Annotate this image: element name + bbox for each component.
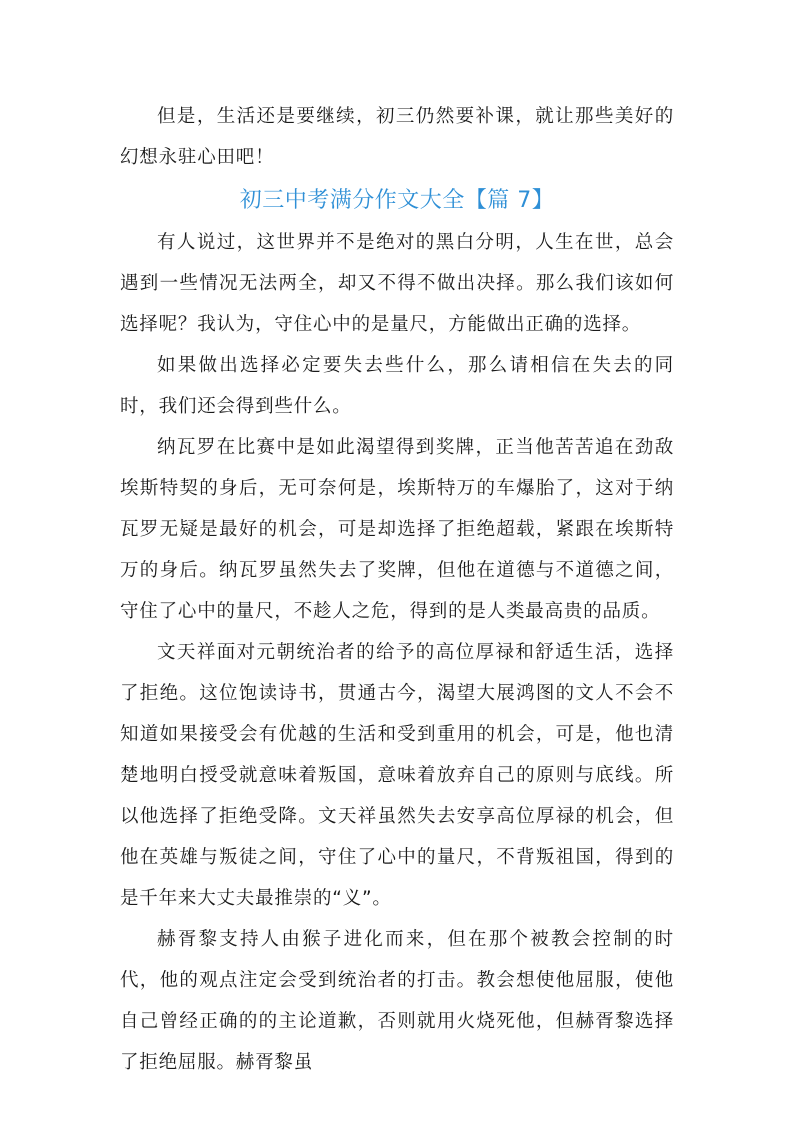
paragraph-huxley: 赫胥黎支持人由猴子进化而来，但在那个被教会控制的时代，他的观点注定会受到统治者的打击。教会想使他屈服，使他自己曾经正确的的主论道歉，否则就用火烧死他，但赫胥黎选择了拒绝屈服。赫胥黎虽 xyxy=(120,929,674,1073)
essay-heading: 初三中考满分作文大全【篇 7】 xyxy=(239,188,555,213)
intro-paragraph: 但是，生活还是要继续，初三仍然要补课，就让那些美好的幻想永驻心田吧！ xyxy=(120,106,674,168)
paragraph-choice-intro: 有人说过，这世界并不是绝对的黑白分明，人生在世，总会遇到一些情况无法两全，却又不得不做出决择。那么我们该如何选择呢？我认为，守住心中的是量尺，方能做出正确的选择。 xyxy=(120,232,674,335)
document-page xyxy=(120,96,674,1083)
paragraph-navarro: 纳瓦罗在比赛中是如此渴望得到奖牌，正当他苦苦追在劲敌埃斯特契的身后，无可奈何是，埃斯特万的车爆胎了，这对于纳瓦罗无疑是最好的机会，可是却选择了拒绝超载，紧跟在埃斯特万的身后。纳瓦罗虽然失去了奖牌，但他在道德与不道德之间，守住了心中的量尺，不趁人之危，得到的是人类最高贵的品质。 xyxy=(120,437,674,622)
paragraph-loss-gain: 如果做出选择必定要失去些什么，那么请相信在失去的同时，我们还会得到些什么。 xyxy=(120,355,674,417)
paragraph-wen-tianxiang: 文天祥面对元朝统治者的给予的高位厚禄和舒适生活，选择了拒绝。这位饱读诗书，贯通古今，渴望大展鸿图的文人不会不知道如果接受会有优越的生活和受到重用的机会，可是，他也清楚地明白授受就意味着叛国，意味着放弃自己的原则与底线。所以他选择了拒绝受降。文天祥虽然失去安享高位厚禄的机会，但他在英雄与叛徒之间，守住了心中的量尺，不背叛祖国，得到的是千年来大丈夫最推崇的“义”。 xyxy=(120,642,674,909)
